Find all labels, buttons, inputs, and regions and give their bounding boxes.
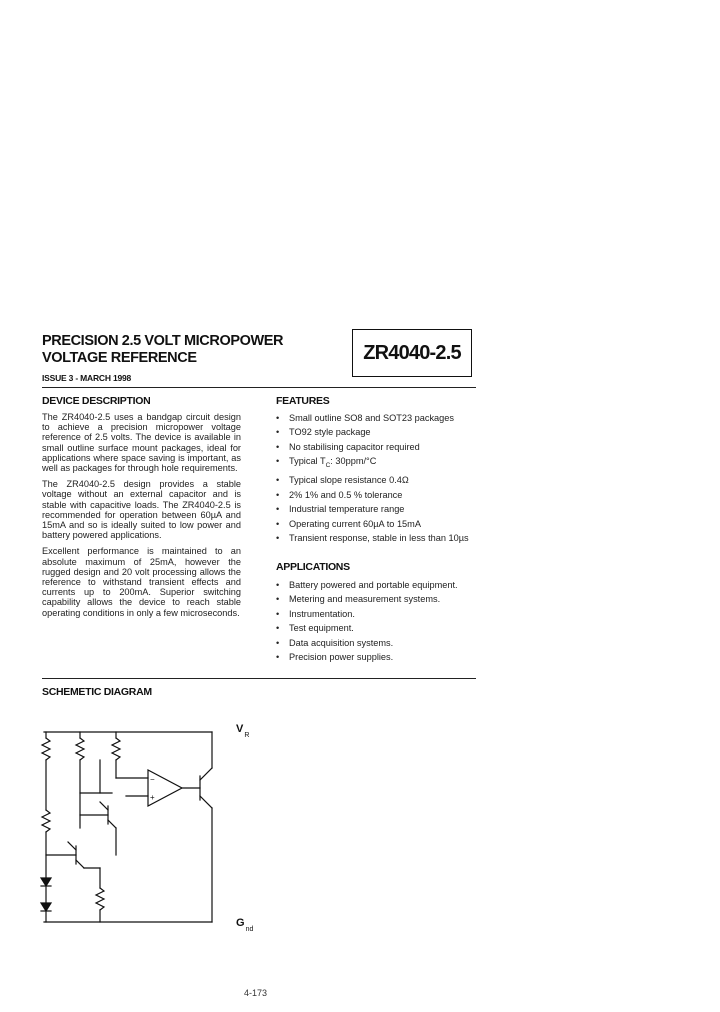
title-line-2: VOLTAGE REFERENCE bbox=[42, 350, 197, 366]
list-item: • Instrumentation. bbox=[276, 609, 476, 619]
features-list bbox=[276, 413, 476, 547]
features-heading: FEATURES bbox=[276, 395, 330, 407]
gnd-label: $G_{nd}$ bbox=[236, 917, 254, 933]
list-item: • Operating current 60µA to 15mA bbox=[276, 519, 476, 529]
divider-schematic bbox=[42, 678, 476, 679]
list-item: • 2% 1% and 0.5 % tolerance bbox=[276, 490, 476, 500]
part-number-box bbox=[352, 329, 472, 377]
list-item: • TO92 style package bbox=[276, 427, 476, 437]
page-number: 4-173 bbox=[244, 988, 268, 998]
list-item: • Battery powered and portable equipment. bbox=[276, 580, 476, 590]
list-item: • Data acquisition systems. bbox=[276, 638, 476, 648]
device-description-heading: DEVICE DESCRIPTION bbox=[42, 395, 151, 407]
divider-top bbox=[42, 387, 476, 388]
applications-heading: APPLICATIONS bbox=[276, 561, 350, 573]
title-block bbox=[42, 333, 342, 383]
list-item: • Transient response, stable in less than 10µs bbox=[276, 533, 476, 543]
part-number: ZR4040-2.5 bbox=[363, 341, 461, 364]
list-item: • Industrial temperature range bbox=[276, 504, 476, 514]
description-paragraph: The ZR4040-2.5 uses a bandgap circuit design to achieve a precision micropower voltage reference of 2.5 volts. The device is available in small outline surface mount packages, ideal for applications where space saving is important, as well as packages for through hole requirements. bbox=[42, 412, 241, 474]
applications-list bbox=[276, 580, 476, 666]
document-title bbox=[42, 333, 342, 367]
list-item: • Typical $T_C$: 30ppm/°C bbox=[276, 456, 476, 471]
list-item: • Small outline SO8 and SOT23 packages bbox=[276, 413, 476, 423]
list-item: • Typical slope resistance 0.4Ω bbox=[276, 475, 476, 485]
device-description-body bbox=[42, 412, 241, 624]
issue-date: ISSUE 3 - MARCH 1998 bbox=[42, 373, 132, 383]
description-paragraph: The ZR4040-2.5 design provides a stable voltage without an external capacitor and is stable with capacitive loads. The ZR4040-2.5 is recommended for operation between 60µA and 15mA and so is ideally suited to low power and battery powered applications. bbox=[42, 479, 241, 541]
description-paragraph: Excellent performance is maintained to an absolute maximum of 25mA, however the rugged design and 20 volt processing allows the reference to withstand transient effects and currents up to 200mA. Superior switching capability allows the device to reach stable operating conditions in only a few microseconds. bbox=[42, 546, 241, 618]
title-line-1: PRECISION 2.5 VOLT MICROPOWER bbox=[42, 333, 284, 349]
vr-label: $V_R$ bbox=[236, 723, 250, 739]
svg-text:+: + bbox=[150, 793, 155, 802]
schematic-diagram bbox=[30, 718, 230, 928]
svg-text:−: − bbox=[150, 775, 155, 784]
list-item: • No stabilising capacitor required bbox=[276, 442, 476, 452]
list-item: • Metering and measurement systems. bbox=[276, 594, 476, 604]
list-item: • Test equipment. bbox=[276, 623, 476, 633]
list-item: • Precision power supplies. bbox=[276, 652, 476, 662]
schematic-heading: SCHEMETIC DIAGRAM bbox=[42, 686, 152, 698]
